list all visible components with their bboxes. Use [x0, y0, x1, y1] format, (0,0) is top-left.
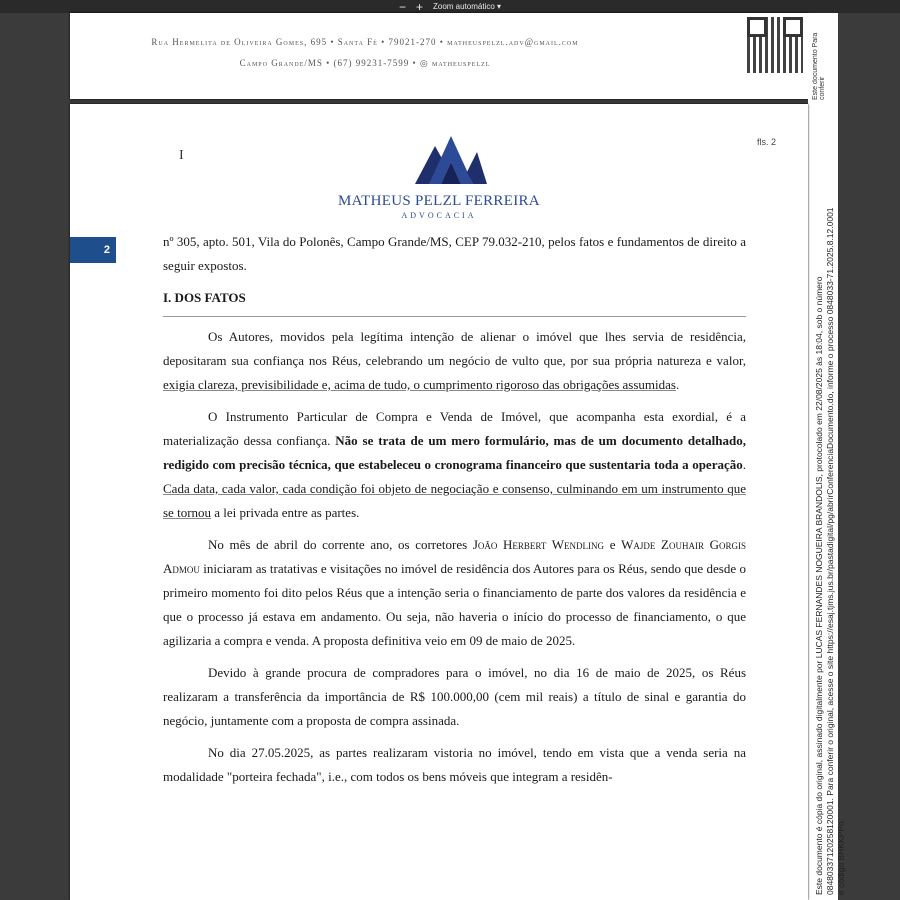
zoom-select[interactable]: Zoom automático ▾ — [432, 2, 502, 11]
signature-strip-text: Este documento é cópia do original, assinado digitalmente por LUCAS FERNANDES NOGUEIRA BRANDOLIS, protocolado em 22/08/2025 às 18:04, sob o número 08480337120258120001. Para conferir o original, acesse o site https://esaj.tjms.jus.br/pastadigital/pg/abrirConferenciaDocumento.do, informe o processo 0848033-71.2025.8.12.0001 e código BHKKPPo. — [814, 207, 846, 895]
qr-code-icon — [747, 17, 803, 73]
signature-strip-top-text: Este documento Para conferir — [812, 32, 826, 100]
paragraph-2: O Instrumento Particular de Compra e Venda de Imóvel, que acompanha esta exordial, é a materialização dessa confiança. Não se trata de um mero formulário, mas de um documento detalhado, redigido com precisão técnica, que estabeleceu o cronograma financeiro que sustentaria toda a operação. Cada data, cada valor, cada condição foi objeto de negociação e consenso, culminando em um instrumento que se tornou a lei privada entre as partes. — [163, 409, 746, 520]
paragraph-5: No dia 27.05.2025, as partes realizaram vistoria no imóvel, tendo em vista que a venda seria na modalidade "porteira fechada", i.e., com todos os bens móveis que integram a residên- — [163, 745, 746, 784]
letterhead-contact: Campo Grande/MS • (67) 99231-7599 • ◎ matheuspelzl — [239, 58, 491, 68]
folio-number: fls. 2 — [756, 137, 776, 147]
brand-subtitle: ADVOCACIA — [401, 211, 477, 220]
zoom-out-button[interactable]: − — [398, 0, 406, 14]
pdf-page-2 — [70, 104, 808, 900]
pdf-page-1 — [70, 13, 808, 99]
document-body — [163, 230, 746, 797]
law-firm-logo-icon — [415, 132, 487, 184]
brand-name: MATHEUS PELZL FERREIRA — [338, 193, 540, 209]
letterhead-address: Rua Hermelita de Oliveira Gomes, 695 • Santa Fé • 79021-270 • matheuspelzl.adv@gmail.com — [151, 37, 579, 47]
text-cursor-icon: I — [179, 148, 184, 163]
paragraph-1: Os Autores, movidos pela legítima intenção de alienar o imóvel que lhes servia de residência, depositaram sua confiança nos Réus, celebrando um negócio de vulto que, por sua própria natureza e valor, exigia clareza, previsibilidade e, acima de tudo, o cumprimento rigoroso das obrigações assumidas. — [163, 329, 746, 392]
section-heading: I. DOS FATOS — [163, 286, 746, 317]
paragraph-3: No mês de abril do corrente ano, os corretores João Herbert Wendling e Wajde Zouhair Gorgis Admou iniciaram as tratativas e visitações no imóvel de residência dos Autores para os Réus, sendo que desde o primeiro momento foi dito pelos Réus que a intenção seria o financiamento de parte dos valores da residência e que o processo já estava em andamento. Ou seja, não haveria o início do processo de financiamento, o que agilizaria a compra e venda. A proposta definitiva veio em 09 de maio de 2025. — [163, 537, 746, 648]
zoom-in-button[interactable]: + — [415, 0, 423, 14]
viewer-toolbar — [0, 0, 900, 13]
paragraph-4: Devido à grande procura de compradores para o imóvel, no dia 16 de maio de 2025, os Réus realizaram a transferência da importância de R$ 100.000,00 (cem mil reais) a título de sinal e garantia do negócio, juntamente com a proposta de compra assinada. — [163, 665, 746, 728]
intro-paragraph: nº 305, apto. 501, Vila do Polonês, Campo Grande/MS, CEP 79.032-210, pelos fatos e fundamentos de direito a seguir expostos. — [163, 234, 746, 273]
page-number-tab[interactable]: 2 — [70, 237, 116, 263]
